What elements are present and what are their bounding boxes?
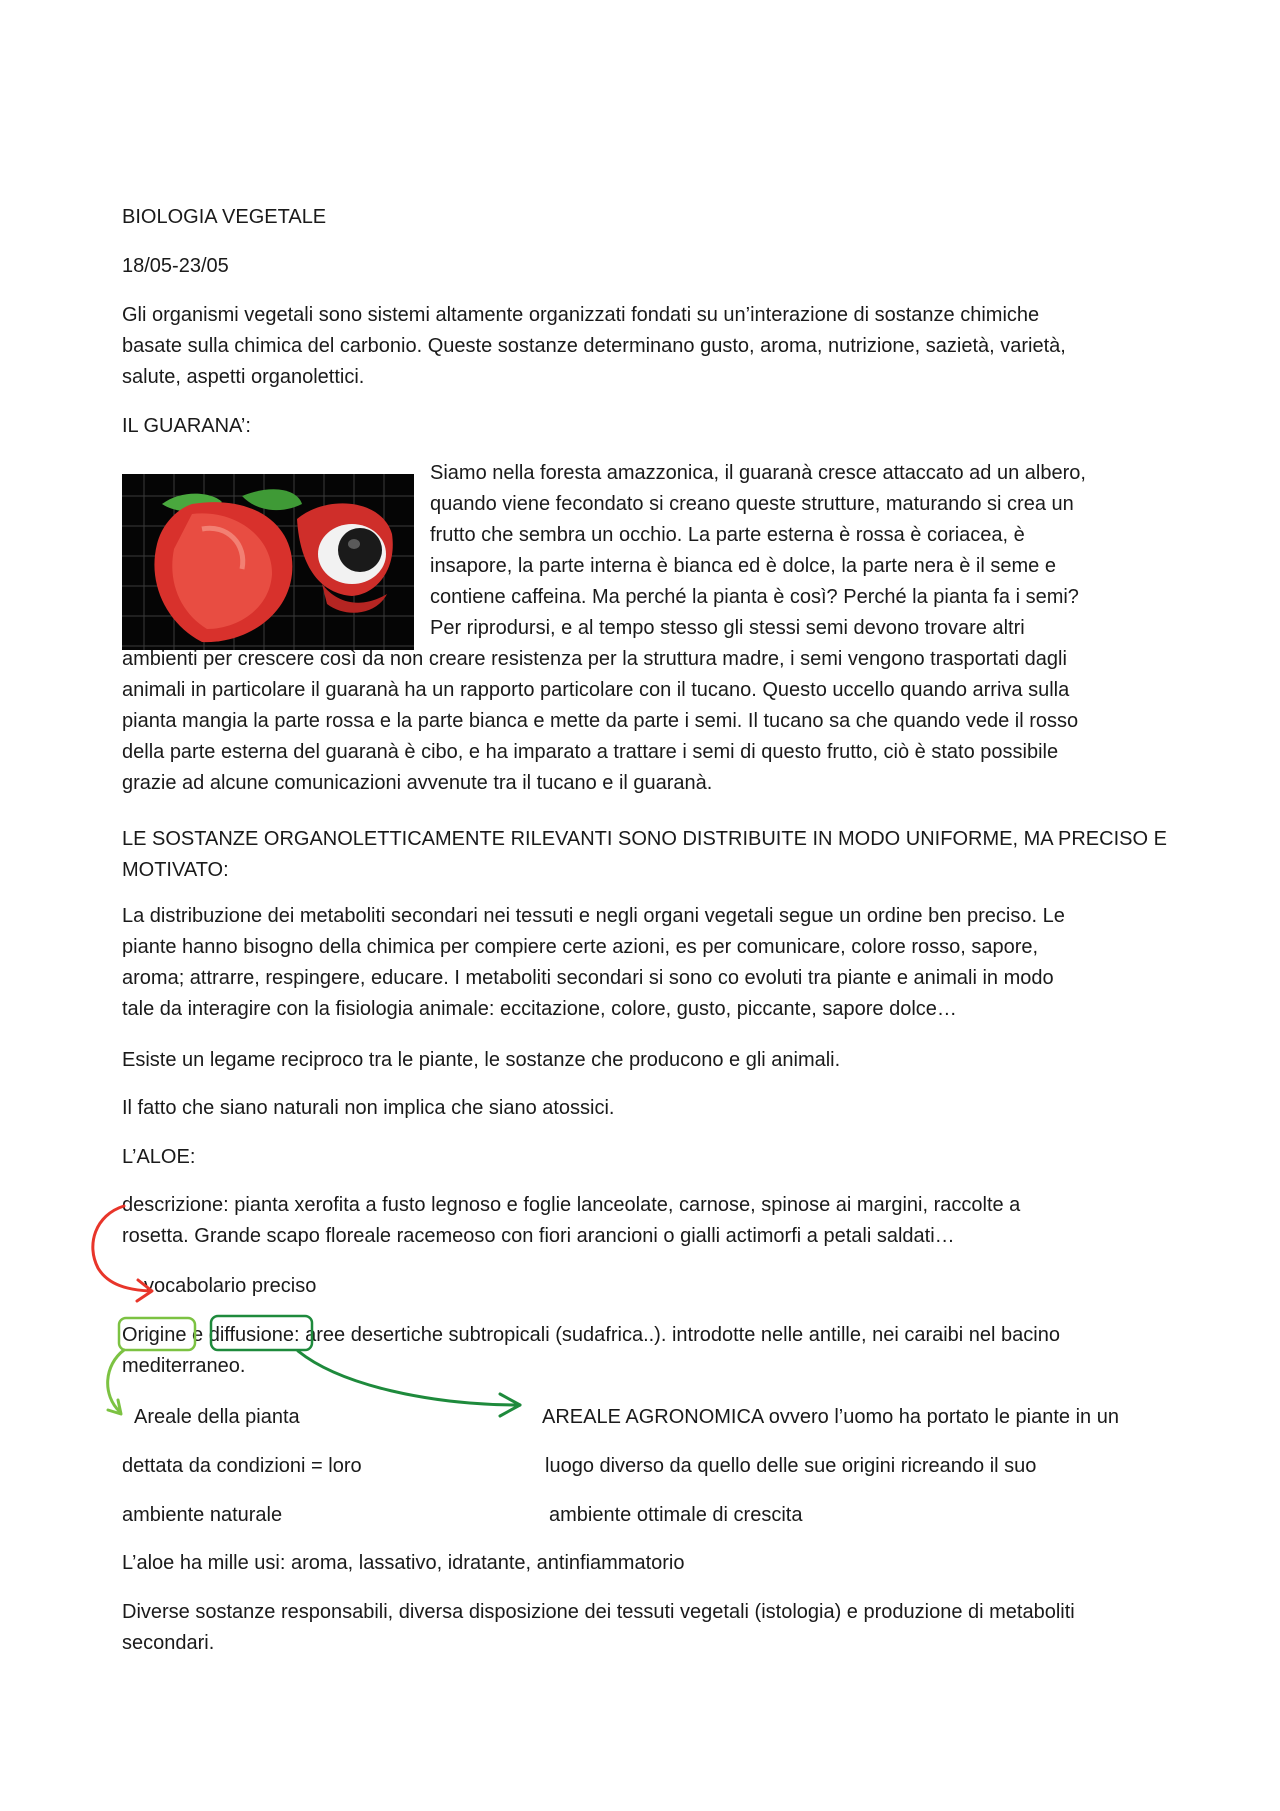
e-word: e [186, 1324, 209, 1346]
legame-sentence: Esiste un legame reciproco tra le piante, le sostanze che producono e gli animali. [122, 1049, 841, 1071]
guarana-line: pianta mangia la parte rossa e la parte bianca e mette da parte i semi. Il tucano sa che quando vede il rosso [122, 710, 1079, 732]
guarana-line: frutto che sembra un occhio. La parte esterna è rossa è coriacea, è [430, 524, 1025, 546]
diffusione-word: diffusione [208, 1324, 294, 1346]
guarana-line: insapore, la parte interna è bianca ed è dolce, la parte nera è il seme e [430, 555, 1056, 577]
areale-left-line: dettata da condizioni = loro [122, 1455, 362, 1477]
vocabolario-note: vocabolario preciso [144, 1275, 317, 1297]
areale-right-line: ambiente ottimale di crescita [549, 1504, 803, 1526]
guarana-line: quando viene fecondato si creano queste strutture, maturando si crea un [430, 493, 1074, 515]
dark-green-arrow-icon [298, 1351, 520, 1405]
sostanze-line: aroma; attrarre, respingere, educare. I metaboliti secondari si sono co evoluti tra piante e animali in modo [122, 967, 1054, 989]
document-date: 18/05-23/05 [122, 255, 229, 277]
descrizione-line: descrizione: pianta xerofita a fusto legnoso e foglie lanceolate, carnose, spinose ai margini, raccolte a [122, 1194, 1021, 1216]
sostanze-line: piante hanno bisogno della chimica per compiere certe azioni, es per comunicare, colore rosso, sapore, [122, 936, 1039, 958]
intro-line: Gli organismi vegetali sono sistemi altamente organizzati fondati su un’interazione di sostanze chimiche [122, 304, 1040, 326]
intro-paragraph [122, 300, 1172, 393]
guarana-line: grazie ad alcune comunicazioni avvenute tra il tucano e il guaranà. [122, 772, 713, 794]
guarana-line: della parte esterna del guaranà è cibo, e ha imparato a trattare i semi di questo frutto, ciò è stato possibile [122, 741, 1059, 763]
origine-rest: : aree desertiche subtropicali (sudafrica..). introdotte nelle antille, nei caraibi nel bacino [294, 1324, 1060, 1346]
guarana-line: ambienti per crescere così da non creare resistenza per la struttura madre, i semi vengono trasportati dagli [122, 648, 1067, 670]
origine-line [122, 1320, 1060, 1350]
origine-word: Origine [122, 1324, 187, 1346]
guarana-heading: IL GUARANA’: [122, 415, 251, 437]
sostanze-heading [122, 824, 1172, 886]
aloe-heading: L’ALOE: [122, 1146, 196, 1168]
conclusione-line: Diverse sostanze responsabili, diversa disposizione dei tessuti vegetali (istologia) e produzione di metaboliti [122, 1601, 1075, 1623]
origine-line-2: mediterraneo. [122, 1355, 246, 1377]
areale-right-line: luogo diverso da quello delle sue origini ricreando il suo [545, 1455, 1037, 1477]
intro-line: salute, aspetti organolettici. [122, 366, 365, 388]
guarana-paragraph-beside-image [430, 458, 1170, 644]
guarana-line: Siamo nella foresta amazzonica, il guaranà cresce attaccato ad un albero, [430, 462, 1086, 484]
sostanze-paragraph [122, 901, 1172, 1025]
areale-left-line: ambiente naturale [122, 1504, 283, 1526]
green-arrowhead-icon [108, 1400, 121, 1414]
guarana-line: Per riprodursi, e al tempo stesso gli stessi semi devono trovare altri [430, 617, 1025, 639]
aloe-descrizione [122, 1190, 1172, 1252]
naturali-sentence: Il fatto che siano naturali non implica che siano atossici. [122, 1097, 615, 1119]
conclusione-line: secondari. [122, 1632, 215, 1654]
sostanze-line: La distribuzione dei metaboliti secondari nei tessuti e negli organi vegetali segue un ordine ben preciso. Le [122, 905, 1065, 927]
areale-right-line: AREALE AGRONOMICA ovvero l’uomo ha portato le piante in un [542, 1406, 1119, 1428]
descrizione-line: rosetta. Grande scapo floreale racemeoso con fiori arancioni o gialli actimorfi a petali saldati… [122, 1225, 955, 1247]
sostanze-heading-line: LE SOSTANZE ORGANOLETTICAMENTE RILEVANTI SONO DISTRIBUITE IN MODO UNIFORME, MA PRECISO E [122, 828, 1167, 850]
aloe-conclusione [122, 1597, 1172, 1659]
guarana-fruit-image [122, 474, 414, 650]
areale-left-line: Areale della pianta [134, 1406, 300, 1428]
document-title: BIOLOGIA VEGETALE [122, 206, 327, 228]
intro-line: basate sulla chimica del carbonio. Queste sostanze determinano gusto, aroma, nutrizione, sazietà, varietà, [122, 335, 1066, 357]
guarana-line: contiene caffeina. Ma perché la pianta è così? Perché la pianta fa i semi? [430, 586, 1079, 608]
guarana-paragraph-continued [122, 644, 1172, 799]
guarana-line: animali in particolare il guaranà ha un rapporto particolare con il tucano. Questo uccello quando arriva sulla [122, 679, 1070, 701]
aloe-usi: L’aloe ha mille usi: aroma, lassativo, idratante, antinfiammatorio [122, 1552, 685, 1574]
sostanze-line: tale da interagire con la fisiologia animale: eccitazione, colore, gusto, piccante, sapore dolce… [122, 998, 957, 1020]
dark-green-arrowhead-icon [500, 1394, 520, 1416]
sostanze-heading-line: MOTIVATO: [122, 859, 229, 881]
